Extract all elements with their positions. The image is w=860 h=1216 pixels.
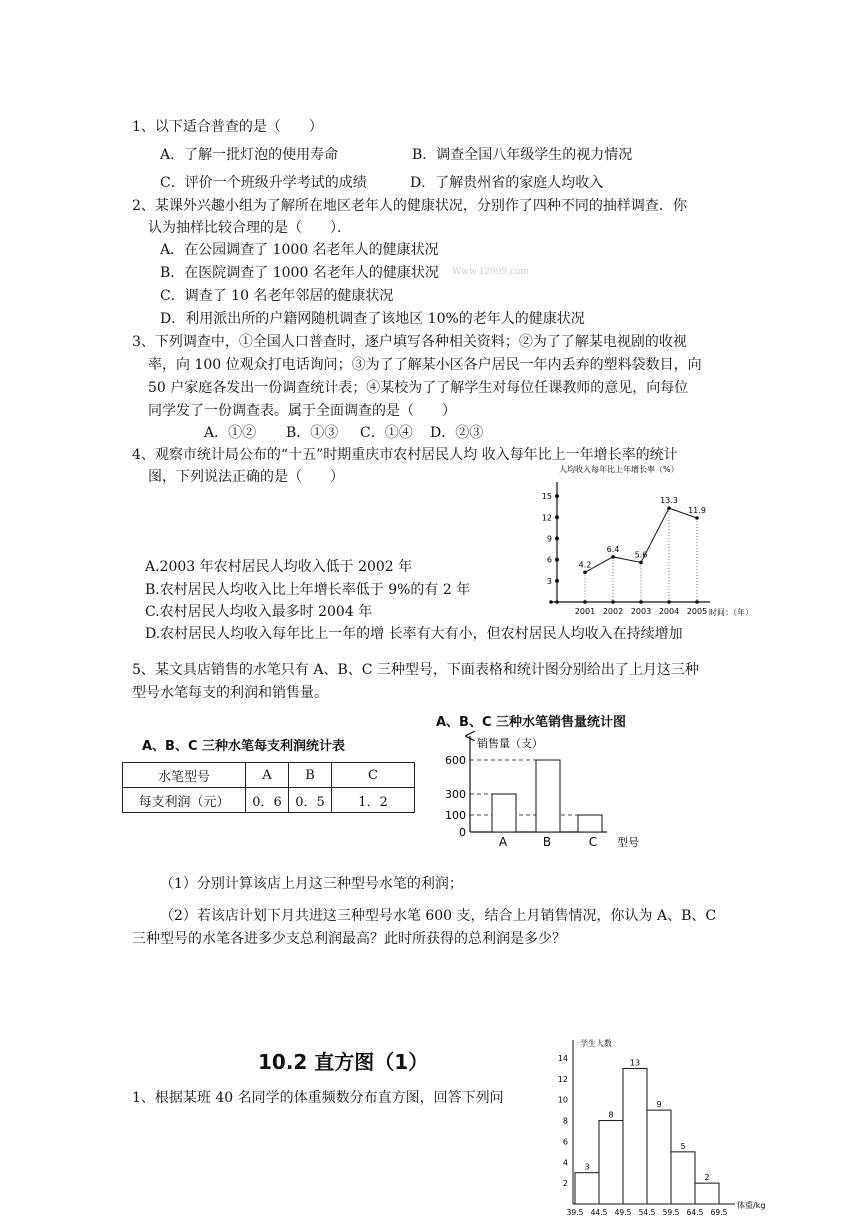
line-chart-y-tick-label: 6 — [546, 555, 552, 565]
table-cell: 每支利润（元） — [123, 788, 246, 813]
section-title: 10.2 直方图（1） — [258, 1050, 429, 1074]
histogram-x-tick-label: 49.5 — [614, 1208, 632, 1216]
line-chart-title: 人均收入每年比上年增长率（%） — [559, 465, 679, 474]
line-chart-x-tick-dot — [583, 600, 587, 604]
q5-sub1: （1）分别计算该店上月这三种型号水笔的利润； — [160, 876, 463, 892]
line-chart-x-tick-label: 2002 — [602, 607, 624, 616]
q2-option-d: D．利用派出所的户籍网随机调查了该地区 10%的老年人的健康状况 — [160, 311, 585, 327]
histogram-y-tick-label: 4 — [562, 1158, 568, 1168]
histogram-x-tick-label: 39.5 — [566, 1208, 584, 1216]
q5-line1: 5、某文具店销售的水笔只有 A、B、C 三种型号，下面表格和统计图分别给出了上月这三种 — [132, 662, 699, 678]
table-row — [123, 788, 415, 813]
histogram-x-tick-label: 59.5 — [662, 1208, 680, 1216]
sales-chart-xlabel: 型号 — [617, 836, 639, 849]
q1-option-b: B．调查全国八年级学生的视力情况 — [412, 147, 633, 163]
line-chart-x-tick-label: 2003 — [630, 607, 652, 616]
line-chart-point — [695, 516, 699, 520]
q2-stem-line2: 认为抽样比较合理的是（ ）． — [148, 220, 351, 236]
histogram-xlabel: 体重/kg — [737, 1201, 766, 1210]
line-chart-y-tick-dot — [555, 536, 559, 540]
table-cell: 1．2 — [332, 788, 415, 813]
q5-sub2-line2: 三种型号的水笔各进多少支总利润最高？此时所获得的总利润是多少？ — [132, 931, 566, 947]
line-chart-x-tick-label: 2005 — [686, 607, 708, 616]
table-cell: 0．6 — [246, 788, 289, 813]
histogram-y-tick-label: 10 — [557, 1095, 568, 1105]
q3-line3: 50 户家庭各发出一份调查统计表；④某校为了了解学生对每位任课教师的意见，向每位 — [148, 380, 689, 396]
sales-chart-bar — [492, 794, 516, 832]
histogram-data-label: 9 — [656, 1100, 662, 1110]
line-chart-point — [667, 506, 671, 510]
sales-chart-title: A、B、C 三种水笔销售量统计图 — [436, 715, 627, 730]
histogram-y-tick-label: 2 — [562, 1179, 568, 1189]
line-chart-point — [583, 571, 587, 575]
histogram-bar — [575, 1173, 599, 1204]
histogram-ylabel: 学生人数 — [580, 1039, 612, 1048]
histogram-data-label: 13 — [629, 1058, 641, 1068]
q1-option-c: C．评价一个班级升学考试的成绩 — [160, 175, 367, 191]
line-chart-y-tick-label: 12 — [541, 513, 552, 523]
line-chart-data-label: 13.3 — [660, 496, 678, 506]
q4-option-d: D.农村居民人均收入每年比上一年的增 长率有大有小，但农村居民人均收入在持续增加 — [145, 626, 683, 642]
q2-option-c: C．调查了 10 名老年邻居的健康状况 — [160, 288, 394, 304]
sales-chart-y-tick-label: 300 — [445, 788, 466, 801]
histogram-data-label: 5 — [680, 1141, 686, 1151]
section-q1: 1、根据某班 40 名同学的体重频数分布直方图，回答下列问 — [132, 1090, 504, 1106]
q2-option-a: A．在公园调查了 1000 名老年人的健康状况 — [160, 242, 439, 258]
histogram-bar — [695, 1183, 719, 1204]
line-chart-y-tick-label: 15 — [541, 492, 552, 502]
q1-option-a: A．了解一批灯泡的使用寿命 — [160, 147, 339, 163]
q5-sub2-line1: （2）若该店计划下月共进这三种型号水笔 600 支，结合上月销售情况，你认为 A、B、C — [160, 908, 717, 924]
sales-chart-ylabel: 销售量（支） — [477, 737, 543, 750]
histogram-y-tick-label: 12 — [557, 1074, 568, 1084]
line-chart-point — [639, 561, 643, 565]
line-chart-data-label: 6.4 — [606, 544, 620, 554]
growth-line-chart — [541, 452, 753, 622]
q2-stem-line1: 2、某课外兴趣小组为了解所在地区老年人的健康状况，分别作了四种不同的抽样调查．你 — [132, 198, 687, 214]
q3-line4: 同学发了一份调查表。属于全面调查的是（ ） — [148, 403, 456, 419]
line-chart-y-tick-dot — [555, 515, 559, 519]
line-chart-point — [611, 555, 615, 559]
q4-option-b: B.农村居民人均收入比上年增长率低于 9%的有 2 年 — [145, 582, 471, 598]
histogram-y-tick-label: 6 — [562, 1137, 568, 1147]
line-chart-x-tick-dot — [611, 600, 615, 604]
weight-histogram — [530, 1032, 810, 1216]
histogram-x-tick-label: 44.5 — [590, 1208, 608, 1216]
sales-chart-x-tick-label: C — [588, 835, 598, 849]
q1-option-d: D．了解贵州省的家庭人均收入 — [410, 175, 604, 191]
table-header-cell: B — [289, 763, 332, 788]
q5-line2: 型号水笔每支的利润和销售量。 — [132, 685, 328, 701]
histogram-data-label: 3 — [584, 1162, 590, 1172]
table-header-cell: A — [246, 763, 289, 788]
line-chart-data-label: 5.6 — [634, 550, 648, 560]
histogram-bar — [647, 1110, 671, 1204]
q4-line1: 4、观察市统计局公布的“十五”时期重庆市农村居民人均 收入每年比上一年增长率的统计 — [132, 447, 678, 463]
line-chart-xlabel: 时间：（年） — [709, 608, 753, 617]
line-chart-origin-dot — [555, 600, 559, 604]
histogram-y-tick-label: 8 — [562, 1116, 568, 1126]
q4-option-c: C.农村居民人均收入最多时 2004 年 — [145, 604, 373, 620]
line-chart-origin-dot — [549, 600, 553, 604]
q3-option-d: D．②③ — [430, 425, 484, 441]
line-chart-x-tick-label: 2001 — [574, 607, 596, 616]
histogram-x-tick-label: 69.5 — [710, 1208, 728, 1216]
table-cell: 0．5 — [289, 788, 332, 813]
line-chart-y-tick-dot — [555, 558, 559, 562]
table-header-cell: 水笔型号 — [123, 763, 246, 788]
q4-option-a: A.2003 年农村居民人均收入低于 2002 年 — [145, 559, 413, 575]
histogram-data-label: 8 — [608, 1110, 614, 1120]
histogram-y-tick-label: 14 — [557, 1054, 568, 1063]
histogram-x-tick-label: 64.5 — [686, 1208, 704, 1216]
q1-stem: 1、以下适合普查的是（ ） — [132, 119, 323, 135]
q3-option-b: B．①③ — [286, 425, 339, 441]
table-row — [123, 763, 415, 788]
line-chart-x-tick-dot — [667, 600, 671, 604]
line-chart-x-tick-dot — [639, 600, 643, 604]
q3-option-c: C．①④ — [360, 425, 413, 441]
q3-option-a: A．①② — [204, 425, 257, 441]
sales-chart-y-tick-label: 600 — [445, 754, 466, 767]
sales-chart-y-tick-label: 0 — [459, 826, 466, 839]
histogram-bar — [671, 1152, 695, 1204]
line-chart-x-tick-label: 2004 — [658, 607, 680, 616]
q4-line2: 图，下列说法正确的是（ ） — [148, 469, 344, 485]
histogram-x-tick-label: 54.5 — [638, 1208, 656, 1216]
line-chart-y-tick-label: 3 — [546, 576, 552, 586]
line-chart-y-tick-dot — [555, 494, 559, 498]
watermark: Www.12999.com — [452, 267, 529, 277]
line-chart-y-tick-dot — [555, 579, 559, 583]
sales-chart-bar — [578, 815, 602, 832]
line-chart-x-tick-dot — [695, 600, 699, 604]
table-header-cell: C — [332, 763, 415, 788]
q2-option-b: B．在医院调查了 1000 名老年人的健康状况 — [160, 265, 439, 281]
profit-table — [122, 762, 415, 813]
profit-table-title: A、B、C 三种水笔每支利润统计表 — [142, 739, 346, 754]
sales-chart-bar — [536, 760, 560, 832]
line-chart-data-label: 4.2 — [578, 560, 592, 570]
sales-bar-chart — [425, 730, 660, 855]
q3-line1: 3、下列调查中，①全国人口普查时，逐户填写各种相关资料；②为了了解某电视剧的收视 — [132, 334, 687, 350]
histogram-bar — [623, 1068, 647, 1204]
line-chart-data-label: 11.9 — [688, 506, 706, 515]
sales-chart-x-tick-label: B — [542, 835, 552, 849]
sales-chart-y-tick-label: 100 — [445, 809, 466, 822]
sales-chart-x-tick-label: A — [498, 835, 508, 849]
histogram-data-label: 2 — [704, 1173, 710, 1183]
line-chart-y-tick-label: 9 — [546, 534, 552, 544]
q3-line2: 率，向 100 位观众打电话询问；③为了了解某小区各户居民一年内丢弃的塑料袋数目，向 — [148, 357, 702, 373]
histogram-bar — [599, 1121, 623, 1204]
